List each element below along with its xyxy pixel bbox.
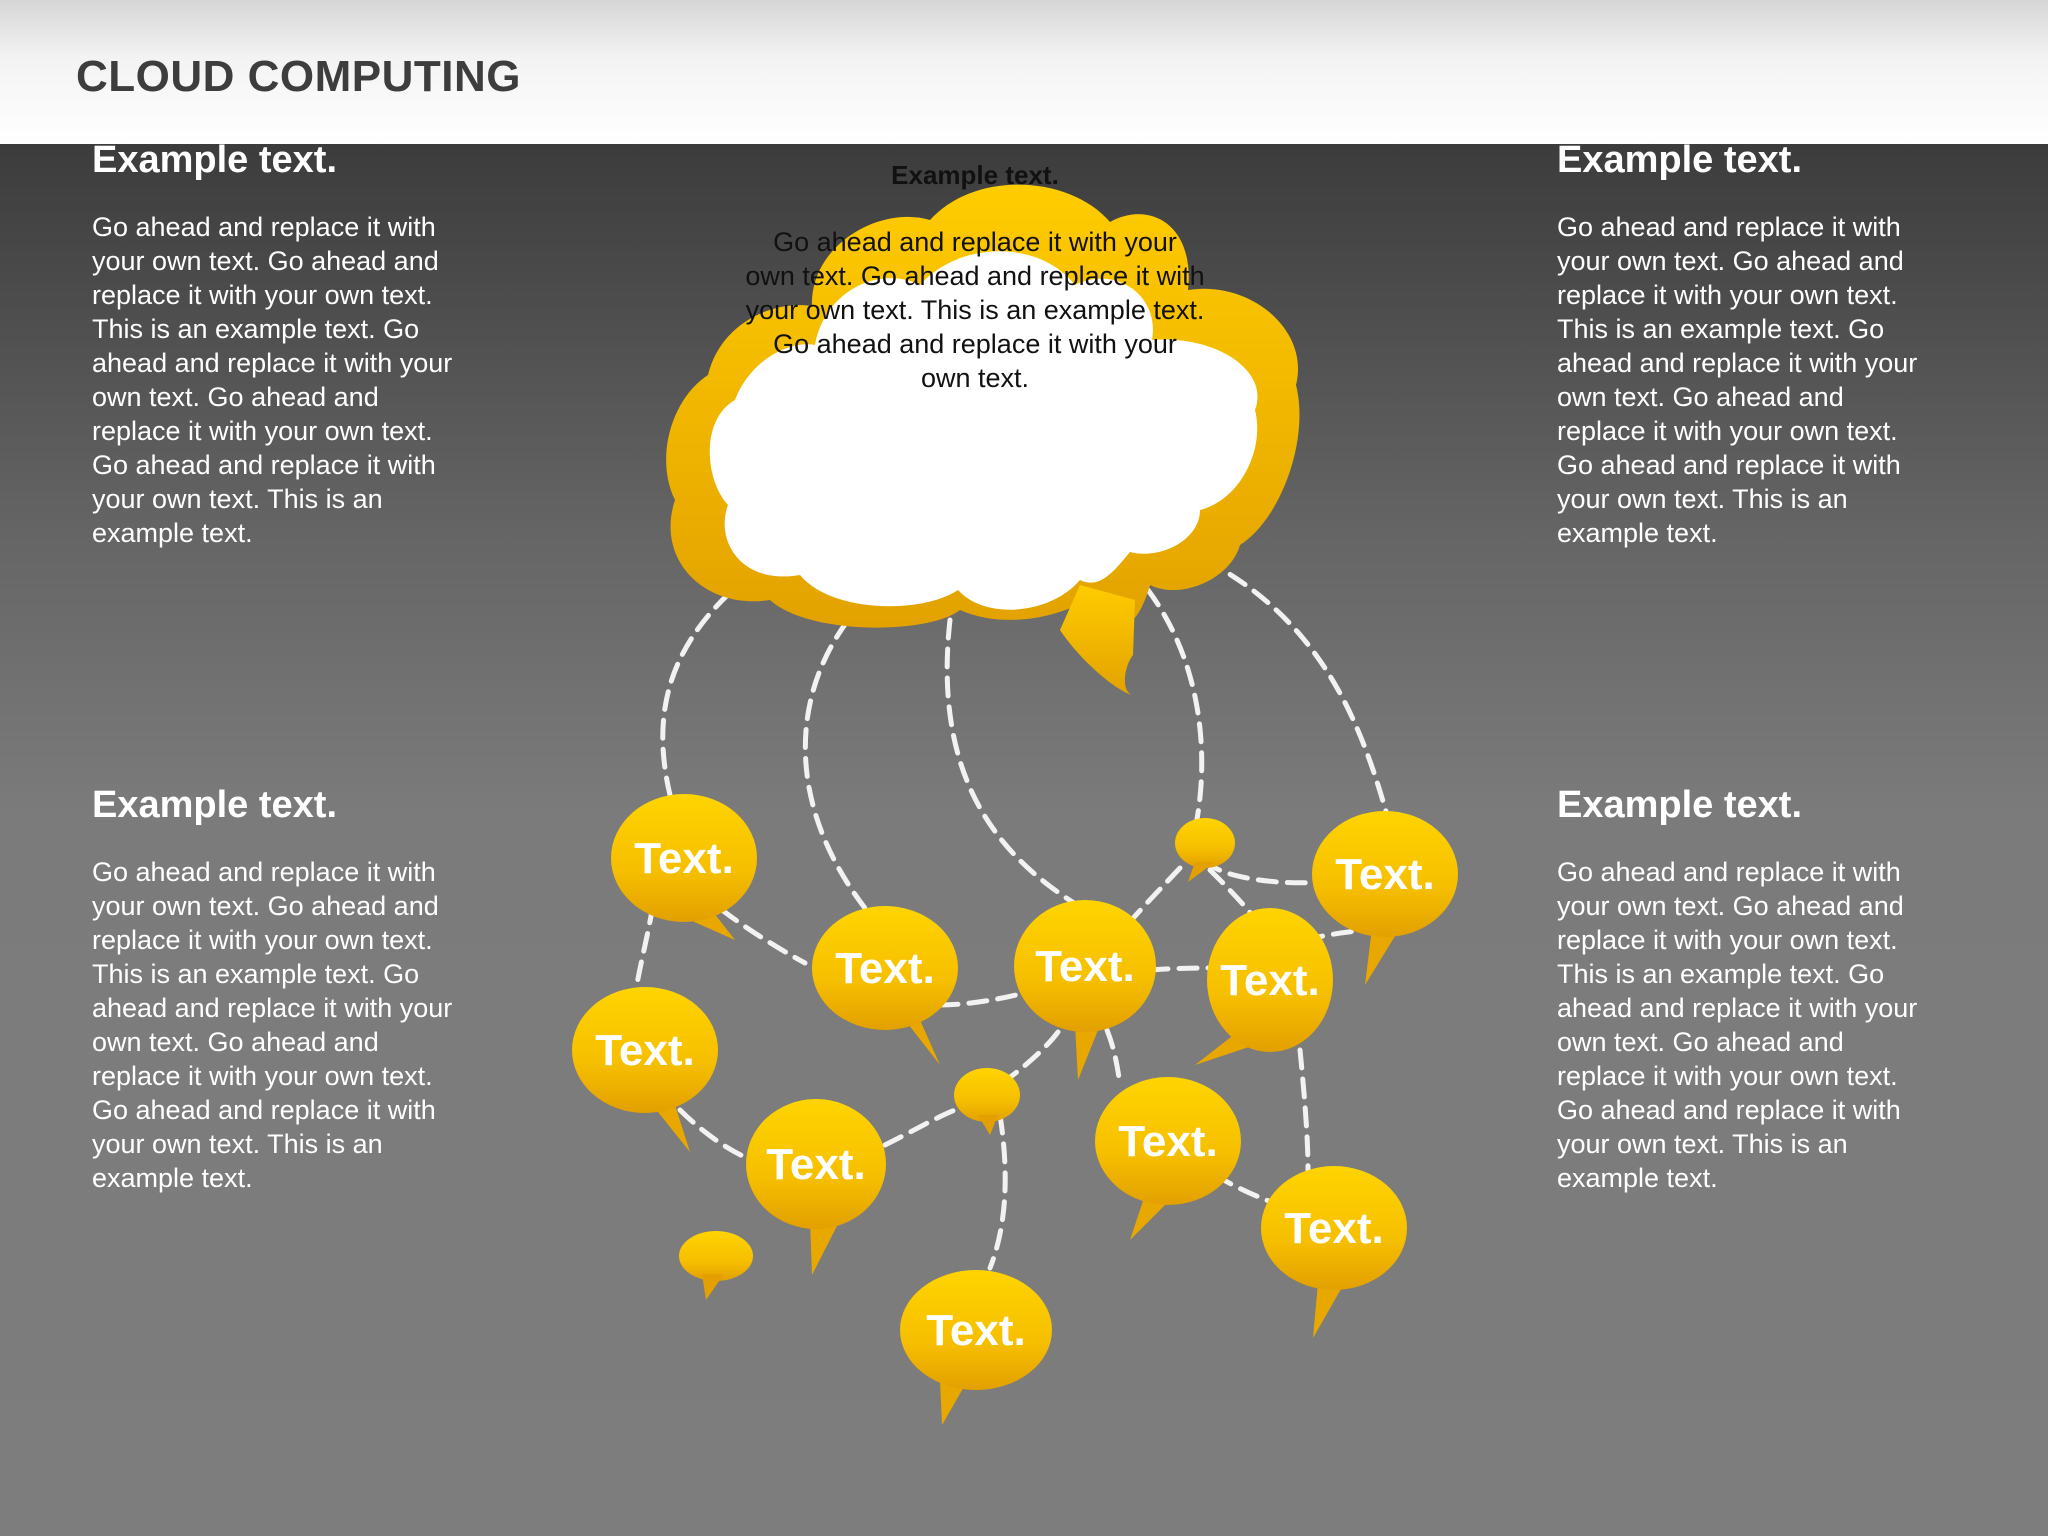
connector-line (680, 1110, 745, 1157)
connector-line (636, 905, 653, 990)
connector-line (1300, 1050, 1308, 1170)
speech-bubble-label: Text. (1220, 956, 1320, 1005)
small-bubble-body (679, 1231, 753, 1281)
speech-bubble (572, 987, 718, 1152)
speech-bubble-label: Text. (1284, 1204, 1384, 1253)
speech-bubble (1261, 1166, 1407, 1338)
small-bubble-body (954, 1068, 1020, 1122)
speech-bubble (746, 1099, 886, 1275)
connector-line (940, 995, 1016, 1005)
connector-line (990, 1115, 1005, 1268)
speech-bubble-tail (1313, 1282, 1345, 1338)
speech-bubble-label: Text. (1118, 1117, 1218, 1166)
block-body: Go ahead and replace it with your own text. Go ahead and replace it with your own text. This is an example text. Go ahead and replace it with your own text. Go ahead and replace it with your own text. Go ahead and replace it with your own text. This is an example text. (92, 212, 453, 548)
speech-bubble (1195, 908, 1333, 1065)
connector-line (663, 575, 750, 795)
speech-bubble-label: Text. (835, 944, 935, 993)
speech-bubble-tail (1075, 1025, 1100, 1080)
bubble-layer (572, 794, 1458, 1425)
speech-bubble-tail (905, 1020, 940, 1065)
small-bubbles (679, 818, 1235, 1300)
connector-line (1148, 590, 1202, 825)
connector-line (947, 620, 1085, 910)
small-bubble-body (1175, 818, 1235, 868)
page-title: CLOUD COMPUTING (76, 52, 522, 101)
speech-bubble-label: Text. (595, 1026, 695, 1075)
block-heading: Example text. (1557, 784, 1802, 826)
connector-line (805, 600, 868, 912)
speech-bubble-label: Text. (926, 1306, 1026, 1355)
cloud-text (745, 160, 1205, 395)
block-heading: Example text. (92, 139, 337, 181)
connector-line (1107, 1030, 1120, 1085)
speech-bubble-label: Text. (1335, 850, 1435, 899)
speech-bubble (1312, 811, 1458, 985)
speech-bubble-label: Text. (634, 834, 734, 883)
speech-bubble-label: Text. (766, 1140, 866, 1189)
small-bubble (1175, 818, 1235, 882)
block-body: Go ahead and replace it with your own text. Go ahead and replace it with your own text. This is an example text. Go ahead and replace it with your own text. Go ahead and replace it with your own text. Go ahead and replace it with your own text. This is an example text. (92, 857, 453, 1193)
speech-bubble (812, 906, 958, 1065)
small-bubble (679, 1231, 753, 1300)
small-bubble (954, 1068, 1020, 1135)
connector-line (885, 1110, 955, 1145)
connector-line (1205, 560, 1387, 815)
cloud-heading: Example text. (891, 160, 1059, 190)
block-body: Go ahead and replace it with your own text. Go ahead and replace it with your own text. This is an example text. Go ahead and replace it with your own text. Go ahead and replace it with your own text. Go ahead and replace it with your own text. This is an example text. (1557, 212, 1918, 548)
speech-bubble (900, 1270, 1052, 1425)
block-heading: Example text. (92, 784, 337, 826)
speech-bubble (1095, 1077, 1241, 1240)
small-bubble-tail (702, 1274, 724, 1300)
block-heading: Example text. (1557, 139, 1802, 181)
connector-line (722, 910, 805, 963)
cloud-body: Go ahead and replace it with your own text. Go ahead and replace it with your own text. This is an example text. Go ahead and replace it with your own text. (745, 227, 1205, 393)
speech-bubble-label: Text. (1035, 942, 1135, 991)
small-bubble-tail (978, 1115, 998, 1135)
block-body: Go ahead and replace it with your own text. Go ahead and replace it with your own text. This is an example text. Go ahead and replace it with your own text. Go ahead and replace it with your own text. Go ahead and replace it with your own text. This is an example text. (1557, 857, 1918, 1193)
